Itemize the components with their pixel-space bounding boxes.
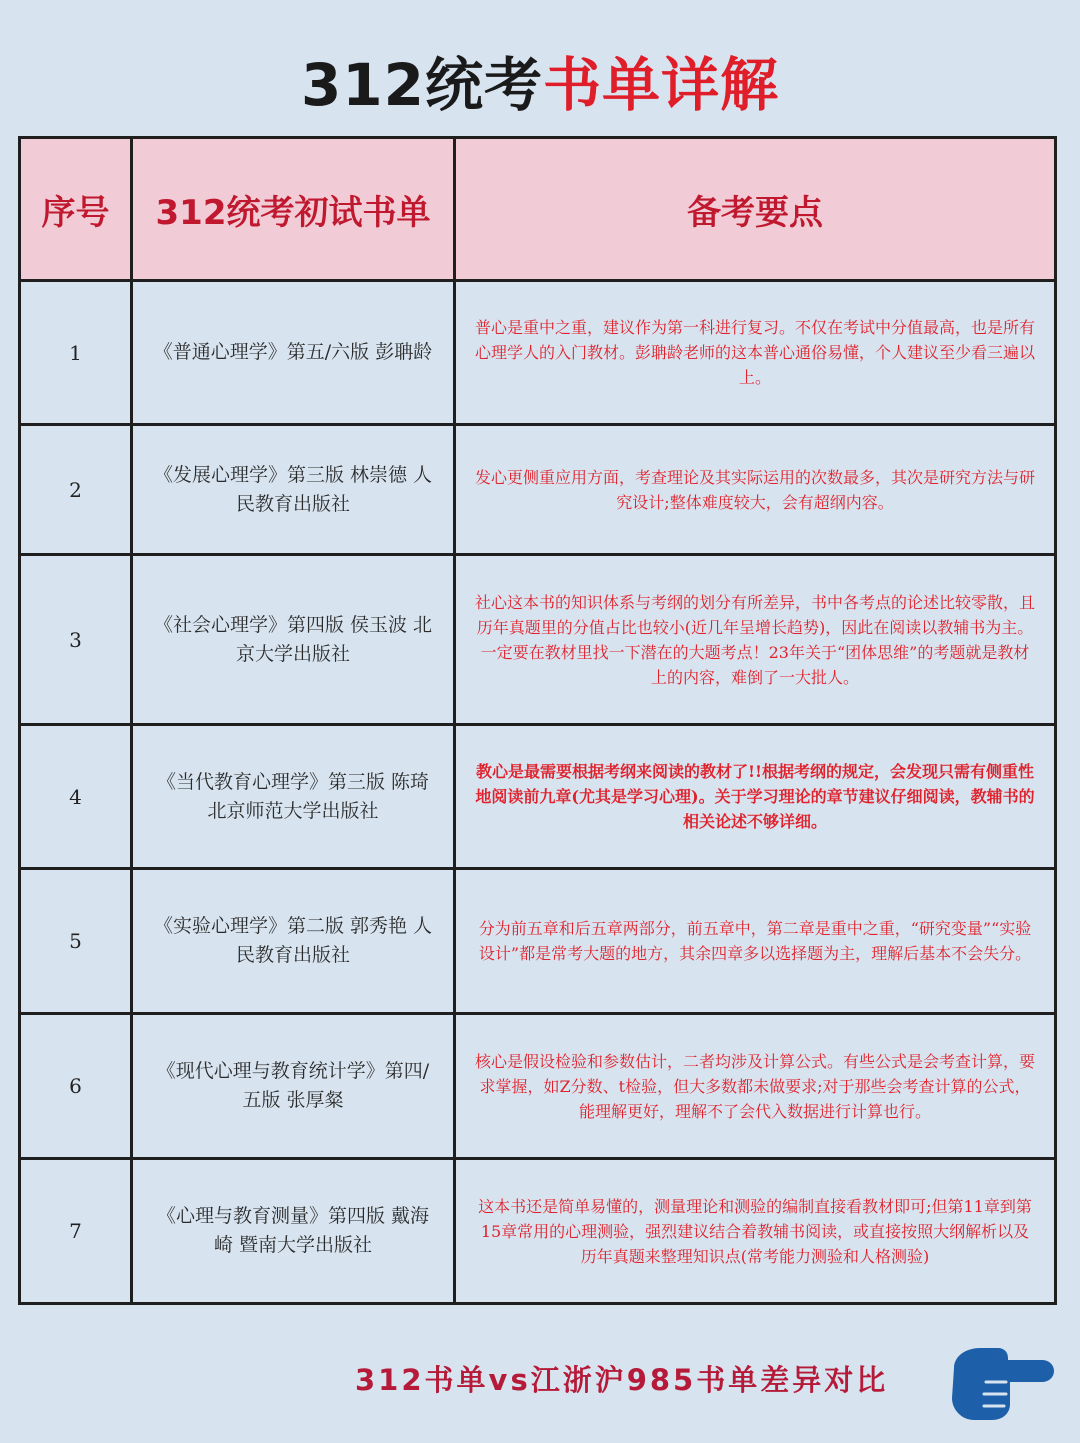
- row-book: 《心理与教育测量》第四版 戴海崎 暨南大学出版社: [132, 1159, 455, 1304]
- row-book: 《现代心理与教育统计学》第四/五版 张厚粲: [132, 1014, 455, 1159]
- pointing-hand-icon: [946, 1338, 1056, 1422]
- row-number: 4: [20, 725, 132, 869]
- row-number: 7: [20, 1159, 132, 1304]
- row-number: 6: [20, 1014, 132, 1159]
- table-row: [20, 869, 1056, 1014]
- row-book: 《普通心理学》第五/六版 彭聃龄: [132, 281, 455, 425]
- row-tip: 社心这本书的知识体系与考纲的划分有所差异，书中各考点的论述比较零散，且历年真题里的分值占比也较小(近几年呈增长趋势)，因此在阅读以教辅书为主。一定要在教材里找一下潜在的大题考点！23年关于“团体思维”的考题就是教材上的内容，难倒了一大批人。: [455, 555, 1056, 725]
- page-title: [0, 38, 1080, 122]
- table-header-row: [20, 138, 1056, 281]
- header-index: 序号: [20, 138, 132, 281]
- table-row: [20, 725, 1056, 869]
- row-tip: 普心是重中之重，建议作为第一科进行复习。不仅在考试中分值最高，也是所有心理学人的入门教材。彭聃龄老师的这本普心通俗易懂，个人建议至少看三遍以上。: [455, 281, 1056, 425]
- row-number: 5: [20, 869, 132, 1014]
- header-booklist: 312统考初试书单: [132, 138, 455, 281]
- booklist-table: [18, 136, 1057, 1305]
- table-row: [20, 1014, 1056, 1159]
- row-tip: 这本书还是简单易懂的，测量理论和测验的编制直接看教材即可;但第11章到第15章常用的心理测验，强烈建议结合着教辅书阅读，或直接按照大纲解析以及历年真题来整理知识点(常考能力测验和人格测验): [455, 1159, 1056, 1304]
- row-book: 《社会心理学》第四版 侯玉波 北京大学出版社: [132, 555, 455, 725]
- row-number: 1: [20, 281, 132, 425]
- row-book: 《发展心理学》第三版 林崇德 人民教育出版社: [132, 425, 455, 555]
- row-number: 2: [20, 425, 132, 555]
- row-tip: 核心是假设检验和参数估计，二者均涉及计算公式。有些公式是会考查计算，要求掌握，如Z分数、t检验，但大多数都未做要求;对于那些会考查计算的公式，能理解更好，理解不了会代入数据进行计算也行。: [455, 1014, 1056, 1159]
- row-tip: 教心是最需要根据考纲来阅读的教材了!!根据考纲的规定，会发现只需有侧重性地阅读前九章(尤其是学习心理)。关于学习理论的章节建议仔细阅读，教辅书的相关论述不够详细。: [455, 725, 1056, 869]
- header-key-points: 备考要点: [455, 138, 1056, 281]
- title-part2: 书单详解: [543, 51, 780, 119]
- table-row: [20, 555, 1056, 725]
- row-number: 3: [20, 555, 132, 725]
- table-row: [20, 425, 1056, 555]
- title-part1: 312统考: [300, 51, 544, 119]
- row-tip: 发心更侧重应用方面，考查理论及其实际运用的次数最多，其次是研究方法与研究设计;整体难度较大，会有超纲内容。: [455, 425, 1056, 555]
- table-row: [20, 281, 1056, 425]
- row-tip: 分为前五章和后五章两部分，前五章中，第二章是重中之重，“研究变量”“实验设计”都是常考大题的地方，其余四章多以选择题为主，理解后基本不会失分。: [455, 869, 1056, 1014]
- table-row: [20, 1159, 1056, 1304]
- footer-link-text[interactable]: 312书单vs江浙沪985书单差异对比: [355, 1363, 889, 1397]
- row-book: 《实验心理学》第二版 郭秀艳 人民教育出版社: [132, 869, 455, 1014]
- row-book: 《当代教育心理学》第三版 陈琦 北京师范大学出版社: [132, 725, 455, 869]
